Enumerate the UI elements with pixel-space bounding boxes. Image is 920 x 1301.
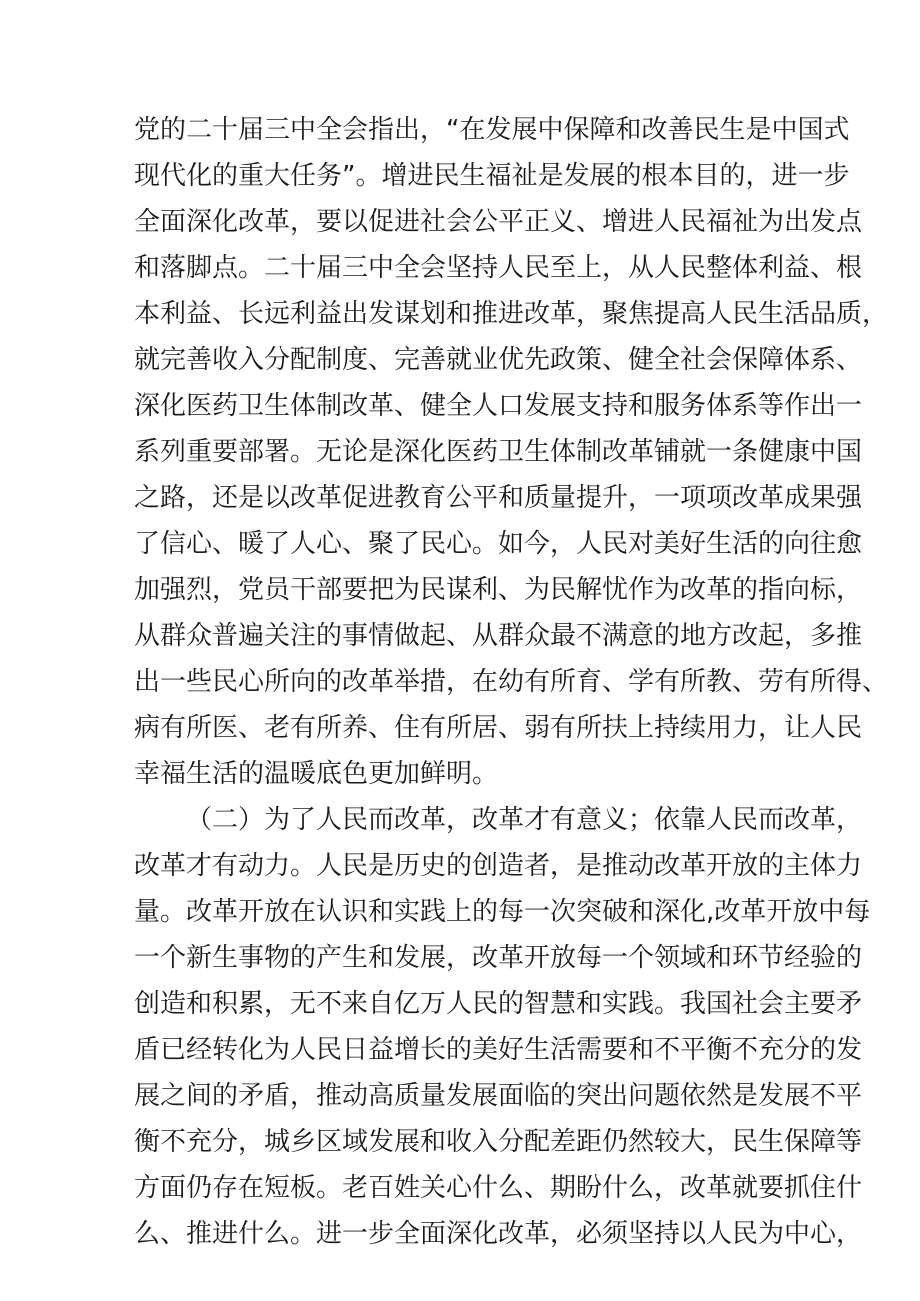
text-line: 创造和积累，无不来自亿万人民的智慧和实践。我国社会主要矛 <box>134 989 863 1019</box>
text-line: 方面仍存在短板。老百姓关心什么、期盼什么，改革就要抓住什 <box>134 1173 863 1203</box>
text-line: 量。改革开放在认识和实践上的每一次突破和深化,改革开放中每 <box>134 897 871 927</box>
text-line: 系列重要部署。无论是深化医药卫生体制改革铺就一条健康中国 <box>134 437 863 467</box>
text-line: 幸福生活的温暖底色更加鲜明。 <box>134 759 499 789</box>
text-line: （二）为了人民而改革，改革才有意义；依靠人民而改革， <box>186 805 863 835</box>
text-line: 加强烈，党员干部要把为民谋利、为民解忧作为改革的指向标， <box>134 575 863 605</box>
text-line: 衡不充分，城乡区域发展和收入分配差距仍然较大，民生保障等 <box>134 1127 863 1157</box>
text-line: 深化医药卫生体制改革、健全人口发展支持和服务体系等作出一 <box>134 391 863 421</box>
text-line: 一个新生事物的产生和发展，改革开放每一个领域和环节经验的 <box>134 943 863 973</box>
text-line: 党的二十届三中全会指出，“在发展中保障和改善民生是中国式 <box>134 115 850 145</box>
document-body <box>134 107 889 1257</box>
text-line: 病有所医、老有所养、住有所居、弱有所扶上持续用力，让人民 <box>134 713 863 743</box>
text-line: 从群众普遍关注的事情做起、从群众最不满意的地方改起，多推 <box>134 621 863 651</box>
text-line: 全面深化改革，要以促进社会公平正义、增进人民福祉为出发点 <box>134 207 863 237</box>
text-line: 和落脚点。二十届三中全会坚持人民至上，从人民整体利益、根 <box>134 253 863 283</box>
text-line: 了信心、暖了人心、聚了民心。如今，人民对美好生活的向往愈 <box>134 529 863 559</box>
text-line: 改革才有动力。人民是历史的创造者，是推动改革开放的主体力 <box>134 851 863 881</box>
text-line: 现代化的重大任务”。增进民生福祉是发展的根本目的，进一步 <box>134 161 850 191</box>
text-line: 出一些民心所向的改革举措，在幼有所育、学有所教、劳有所得、 <box>134 667 889 697</box>
text-line: 盾已经转化为人民日益增长的美好生活需要和不平衡不充分的发 <box>134 1035 863 1065</box>
text-line: 么、推进什么。进一步全面深化改革，必须坚持以人民为中心， <box>134 1219 863 1249</box>
text-line: 就完善收入分配制度、完善就业优先政策、健全社会保障体系、 <box>134 345 863 375</box>
paragraph-1 <box>134 107 889 797</box>
text-line: 展之间的矛盾，推动高质量发展面临的突出问题依然是发展不平 <box>134 1081 863 1111</box>
text-line: 本利益、长远利益出发谋划和推进改革，聚焦提高人民生活品质， <box>134 299 889 329</box>
text-line: 之路，还是以改革促进教育公平和质量提升，一项项改革成果强 <box>134 483 863 513</box>
paragraph-2 <box>134 797 871 1257</box>
